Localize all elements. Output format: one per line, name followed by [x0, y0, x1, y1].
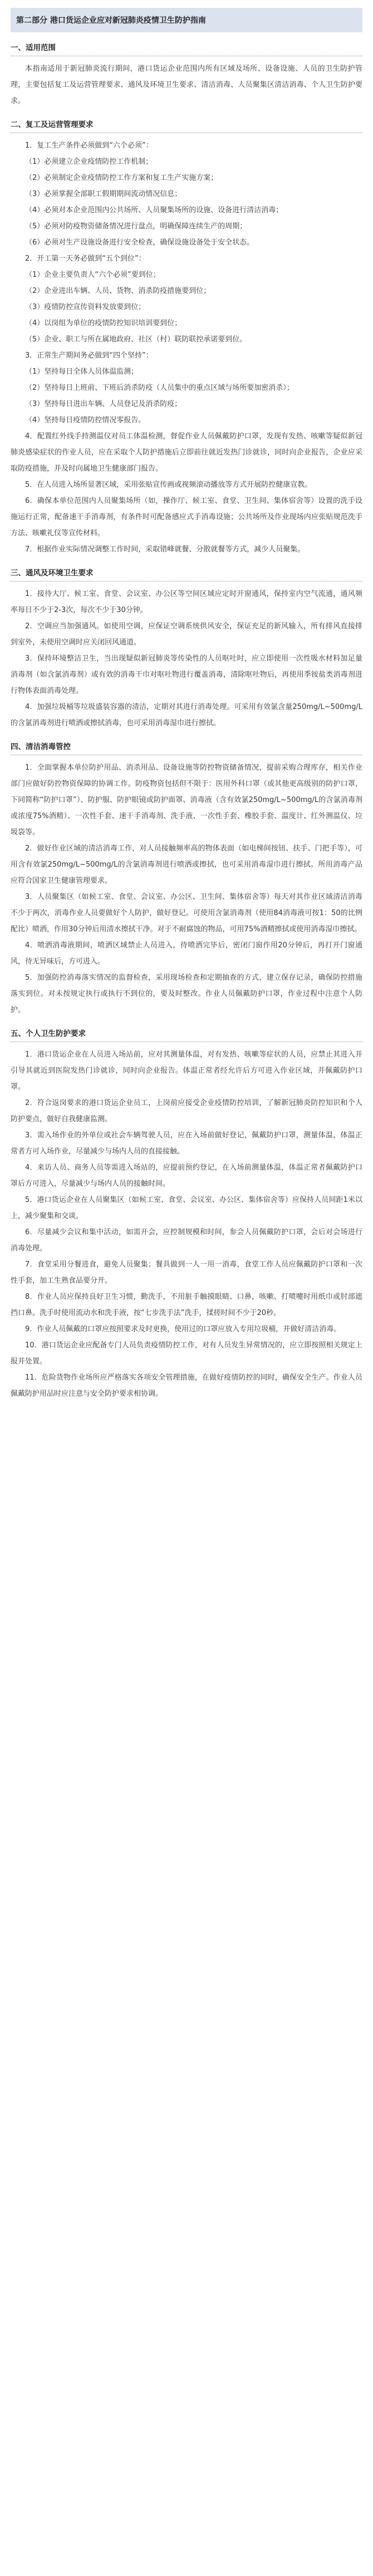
document-title: 第二部分 港口货运企业应对新冠肺炎疫情卫生防护指南	[11, 8, 362, 32]
list-item: 6．尽量减少会议和集中活动，如需开会，应控制规模和时间，参会人员佩戴防护口罩，会后对会场进行消毒处理。	[11, 1228, 362, 1253]
list-item: 3．保持环境整洁卫生，当出现疑似新冠肺炎等传染性的人员呕吐时，应立即使用一次性吸水材料加足量消毒剂（如含氯消毒剂）或有效的消毒干巾对呕吐物进行覆盖消毒，清除呕吐物后，再使用季铵盐类消毒剂进行物体表面消毒处理。	[11, 654, 362, 695]
sub-item: （1）必须建立企业疫情防控工作机制；	[25, 158, 153, 166]
sub-item: （5）企业、职工与所在属地政府、社区（村）联防联控承诺要到位。	[25, 335, 247, 344]
sub-item: （3）坚持每日进出车辆、人员登记及消杀防疫；	[25, 400, 182, 408]
list-item: 8．作业人员应保持良好卫生习惯，勤洗手，不用脏手触摸眼睛、口鼻，咳嗽、打喷嚏时用纸巾或肘部遮挡口鼻。洗手时使用流动水和洗手液，按“七步洗手法”洗手，揉搓时间不少于20秒。	[11, 1293, 362, 1317]
list-item: 4．配置红外线手持测温仪对员工体温检测，督促作业人员佩戴防护口罩，发现有发热、咳嗽等疑似新冠肺炎感染症状的作业人员，应在采取个人防护措施后立即前往就近发热门诊就诊，同时向企业报告，企业应采取防疫措施，并及时向属地卫生健康部门报告。	[11, 432, 362, 473]
list-item: 3．正常生产期间务必做到“四个坚持”：	[25, 351, 153, 360]
sub-item: （6）必须对生产设施设备进行安全检查，确保设施设备处于安全状态。	[25, 238, 254, 247]
list-item: 5．加强防控消毒落实情况的监督检查，采用现场检查和定期抽查的方式，建立保存记录，确保防控措施落实到位。对未按规定执行或执行不到位的，要及时整改。作业人员佩戴防护口罩，作业过程中注意个人防护。	[11, 974, 362, 1014]
document-body	[11, 41, 362, 1402]
sub-item: （4）必须对本企业范围内公共场所、人员聚集场所的设施、设备进行清洁消毒；	[25, 206, 283, 214]
section-heading: 三、通风及环境卫生要求	[11, 569, 94, 578]
list-item: 6．确保本单位范围内人员聚集场所（如，操作厅、候工室、食堂、卫生间、集体宿舍等）设置的洗手设施运行正常，配备速干手消毒剂，有条件时可配备感应式手消毒设施；公共场所及作业现场内应张贴规范洗手方法、咳嗽礼仪等宣传材料。	[11, 497, 362, 537]
list-item: 1．港口货运企业在人员进入场站前，应对其测量体温，对有发热、咳嗽等症状的人员，应禁止其进入并引导其就近到医院发热门诊就诊，同时向企业报告。体温正常者经允许后方可进入作业区域，并佩戴防护口罩。	[11, 1050, 362, 1091]
sub-item: （3）必须掌握全部职工假期期间流动情况信息；	[25, 190, 182, 198]
list-item: 2．空调应当加强通风。如使用空调，应保证空调系统供风安全，保证充足的新风输入，所有排风直接排到室外，未使用空调时应关闭回风通道。	[11, 622, 362, 647]
section-heading: 二、复工及运营管理要求	[11, 120, 94, 129]
list-item: 10．港口货运企业应配备专门人员负责疫情防控工作，对有人员发生异常情况的，应立即按照相关规定上报并处置。	[11, 1341, 362, 1366]
list-item: 2．符合返岗要求的港口货运企业员工，上岗前应接受企业疫情防控培训，了解新冠肺炎防控知识和个人防护要点，做好自我健康监测。	[11, 1099, 362, 1123]
list-item: 1．复工生产条件必须做到“六个必须”：	[25, 141, 153, 150]
list-item: 5．在人员进入场所显著区域，采用张贴宣传画或视频滚动播放等方式开展防控健康宣教。	[25, 481, 312, 489]
sub-item: （2）企业进出车辆、人员、货物、消杀防疫措施要到位；	[25, 287, 211, 295]
section-heading: 一、适用范围	[11, 43, 56, 52]
list-item: 7．根据作业实际情况调整工作时间，采取错峰就餐、分散就餐等方式，减少人员聚集。	[25, 545, 305, 554]
list-item: 1．全面掌握本单位防护用品、消杀用品、设备设施等防控物资储备情况，提前采购合理库存，相关作业部门应做好防控物资保障的协调工作。防疫物资包括但不限于：医用外科口罩（或其他更高级别的防护口罩，下同简称“防护口罩”）、防护服、防护眼镜或防护面罩、消毒液（含有效氯250mg/L~500mg/L的含氯消毒剂或浓度75%酒精）、一次性手套、速干手消毒剂、洗手液、一次性手套、橡胶手套、温度计、红外测温仪、垃圾袋等。	[11, 764, 362, 837]
list-item: 2．开工第一天务必做到“五个到位”：	[25, 255, 146, 263]
section-heading: 五、个人卫生防护要求	[11, 1029, 86, 1038]
list-item: 5．港口货运企业在人员聚集区（如候工室、食堂、会议室、办公区、集体宿舍等）应保持人员间距1米以上，减少聚集和交谈。	[11, 1196, 362, 1220]
list-item: 4．来访人员、商务人员等需进入场站的，应提前预约登记，在入场前测量体温，体温正常者佩戴防护口罩后方可进入，尽量减少与场内人员的接触时间。	[11, 1164, 362, 1188]
sub-item: （1）企业主要负责人“六个必须”要到位；	[25, 271, 160, 279]
sub-item: （4）以岗组为单位的疫情防控知识培训要到位；	[25, 319, 182, 328]
list-item: 7．食堂采用分餐进食，避免人员聚集；餐具做到一人一用一消毒，食堂工作人员应佩戴防护口罩和一次性手套，加工生熟食品要分开。	[11, 1260, 362, 1285]
list-item: 11．危险货物作业场所应严格落实各项安全管理措施，在做好疫情防控的同时，确保安全生产。作业人员佩戴防护用品时应注意与安全防护要求相协调。	[11, 1373, 362, 1398]
sub-item: （2）坚持每日上班前、下班后消杀防疫（人员集中的重点区域与场所要加密消杀）；	[25, 384, 294, 392]
sub-item: （3）疫情防控宣传资料发放要到位；	[25, 303, 146, 311]
list-item: 2．做好作业区域的清洁消毒工作，对人员接触频率高的物体表面（如电梯间按钮、扶手、门把手等），可用含有效氯250mg/L~500mg/L的含氯消毒剂进行喷洒或擦拭，也可采用消毒湿巾进行擦拭。所用消毒产品应符合国家卫生健康管理要求。	[11, 844, 362, 885]
list-item: 4．加强垃圾桶等垃圾盛装容器的清洁，定期对其进行消毒处理。可采用有效氯含量250mg/L~500mg/L的含氯消毒剂进行喷洒或擦拭消毒，也可采用消毒湿巾进行擦拭。	[11, 703, 362, 727]
document-page	[11, 0, 362, 1402]
section-heading: 四、清洁消毒管控	[11, 742, 71, 751]
sub-item: （2）必须制定企业疫情防控工作方案和复工生产实施方案；	[25, 174, 218, 182]
list-item: 9．作业人员佩戴的口罩应按照要求及时更换，使用过的口罩应放入专用垃圾桶，并做好清洁消毒。	[25, 1325, 341, 1333]
paragraph: 本指南适用于新冠肺炎流行期间，港口货运企业范围内所有区域及场所、设备设施、人员的卫生防护管理，主要包括复工及运营管理要求、通风及环境卫生要求、清洁消毒、人员聚集区清洁消毒、个人卫生防护要求。	[11, 65, 362, 105]
sub-item: （4）坚持每日疫情防控情况零报告。	[25, 416, 146, 424]
sub-item: （5）必须对防疫物资储备情况进行盘点，明确保障连续生产的周期；	[25, 222, 247, 231]
sub-item: （1）坚持每日全体人员体温监测；	[25, 368, 139, 376]
list-item: 1．接待大厅、候工室、食堂、会议室、办公区等空间区域应定时开窗通风，保持室内空气流通，通风频率每日不少于2-3次，每次不少于30分钟。	[11, 590, 362, 614]
list-item: 3．人员聚集区（如候工室、食堂、会议室、办公区、卫生间、集体宿舍等）每天对其作业区域清洁消毒不少于两次，消毒作业人员要做好个人防护，做好登记。可使用含氯消毒剂（使用84消毒液可按1：50的比例配比）喷洒，作用30分钟后用清水擦拭干净。对于不耐腐蚀的物品，可用75%酒精擦拭或使用消毒湿巾擦拭。	[11, 893, 362, 933]
list-item: 3．需入场作业的外单位或社会车辆驾驶人员，应在入场前做好登记，佩戴防护口罩，测量体温，体温正常者方可入场作业，尽量减少与场内人员的直接接触。	[11, 1131, 362, 1156]
list-item: 4．喷洒消毒液期间，喷洒区域禁止人员进入，待喷洒完毕后，密闭门窗作用20分钟后，再打开门窗通风，待无异味后，方可进入。	[11, 941, 362, 966]
